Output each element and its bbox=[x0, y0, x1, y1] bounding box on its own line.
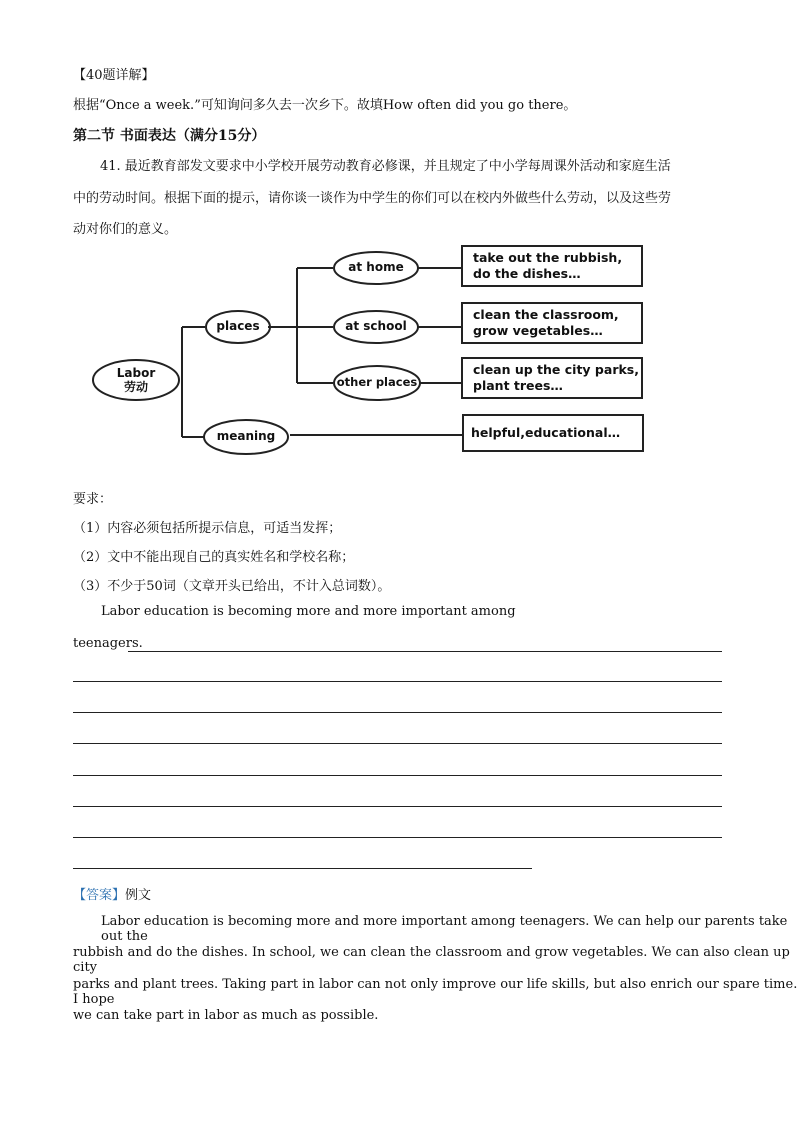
answer-header bbox=[73, 884, 151, 903]
requirement-3: （3）不少于50词（文章开头已给出，不计入总词数）。 bbox=[73, 579, 391, 594]
node-meaning-label: meaning bbox=[216, 429, 276, 443]
node-labor-en: Labor bbox=[116, 366, 156, 380]
requirement-2: （2）文中不能出现自己的真实姓名和学校名称； bbox=[73, 550, 355, 565]
requirements-title: 要求： bbox=[73, 492, 113, 507]
answer-line-3: parks and plant trees. Taking part in labor can not only improve our life skills, but also enrich our spare time. I hope bbox=[73, 977, 798, 1007]
prompt-continuation: teenagers. bbox=[73, 636, 143, 651]
box-at-school-text bbox=[473, 307, 619, 339]
box-at-home-line-2: do the dishes… bbox=[473, 266, 581, 281]
writing-line bbox=[73, 806, 722, 807]
writing-line bbox=[73, 837, 722, 838]
requirement-1: （1）内容必须包括所提示信息，可适当发挥； bbox=[73, 521, 342, 536]
answer-line-4: we can take part in labor as much as possible. bbox=[73, 1008, 379, 1023]
answer-line-1: Labor education is becoming more and more important among teenagers. We can help our parents take out the bbox=[101, 914, 788, 944]
box-meaning-text: helpful,educational… bbox=[471, 425, 621, 440]
node-other-places-label: other places bbox=[336, 375, 418, 389]
prompt-start: Labor education is becoming more and more important among bbox=[101, 604, 516, 619]
question-41-line-1: 41. 最近教育部发文要求中小学校开展劳动教育必修课，并且规定了中小学每周课外活动和家庭生活 bbox=[100, 159, 671, 174]
node-at-school-label: at school bbox=[345, 319, 407, 333]
writing-line bbox=[73, 712, 722, 713]
node-labor-zh: 劳动 bbox=[123, 380, 148, 394]
answer-tag: 【答案】 bbox=[73, 888, 126, 903]
writing-line bbox=[128, 651, 722, 652]
box-other-places-text bbox=[473, 362, 639, 394]
question-41-line-3: 动对你们的意义。 bbox=[73, 222, 178, 237]
box-other-places-line-2: plant trees… bbox=[473, 378, 563, 393]
answer-line-2: rubbish and do the dishes. In school, we can clean the classroom and grow vegetables. We can also clean up city bbox=[73, 945, 790, 975]
box-at-school-line-2: grow vegetables… bbox=[473, 323, 603, 338]
writing-line bbox=[73, 868, 532, 869]
section-title: 第二节 书面表达（满分15分） bbox=[73, 128, 266, 144]
writing-line bbox=[73, 775, 722, 776]
question-40-header: 【40题详解】 bbox=[73, 68, 155, 83]
node-labor-label bbox=[93, 366, 179, 394]
box-at-home-text bbox=[473, 250, 622, 282]
box-at-school-line-1: clean the classroom, bbox=[473, 307, 619, 322]
question-40-explanation: 根据“Once a week.”可知询问多久去一次乡下。故填How often did you go there。 bbox=[73, 98, 577, 113]
answer-label: 例文 bbox=[125, 888, 152, 903]
box-at-home-line-1: take out the rubbish, bbox=[473, 250, 623, 265]
box-other-places-line-1: clean up the city parks, bbox=[473, 362, 639, 377]
question-41-line-2: 中的劳动时间。根据下面的提示，请你谈一谈作为中学生的你们可以在校内外做些什么劳动，以及这些劳 bbox=[73, 191, 672, 206]
writing-line bbox=[73, 681, 722, 682]
node-at-home-label: at home bbox=[348, 260, 404, 274]
writing-line bbox=[73, 743, 722, 744]
labor-mind-map bbox=[0, 0, 800, 470]
node-places-label: places bbox=[216, 319, 260, 333]
